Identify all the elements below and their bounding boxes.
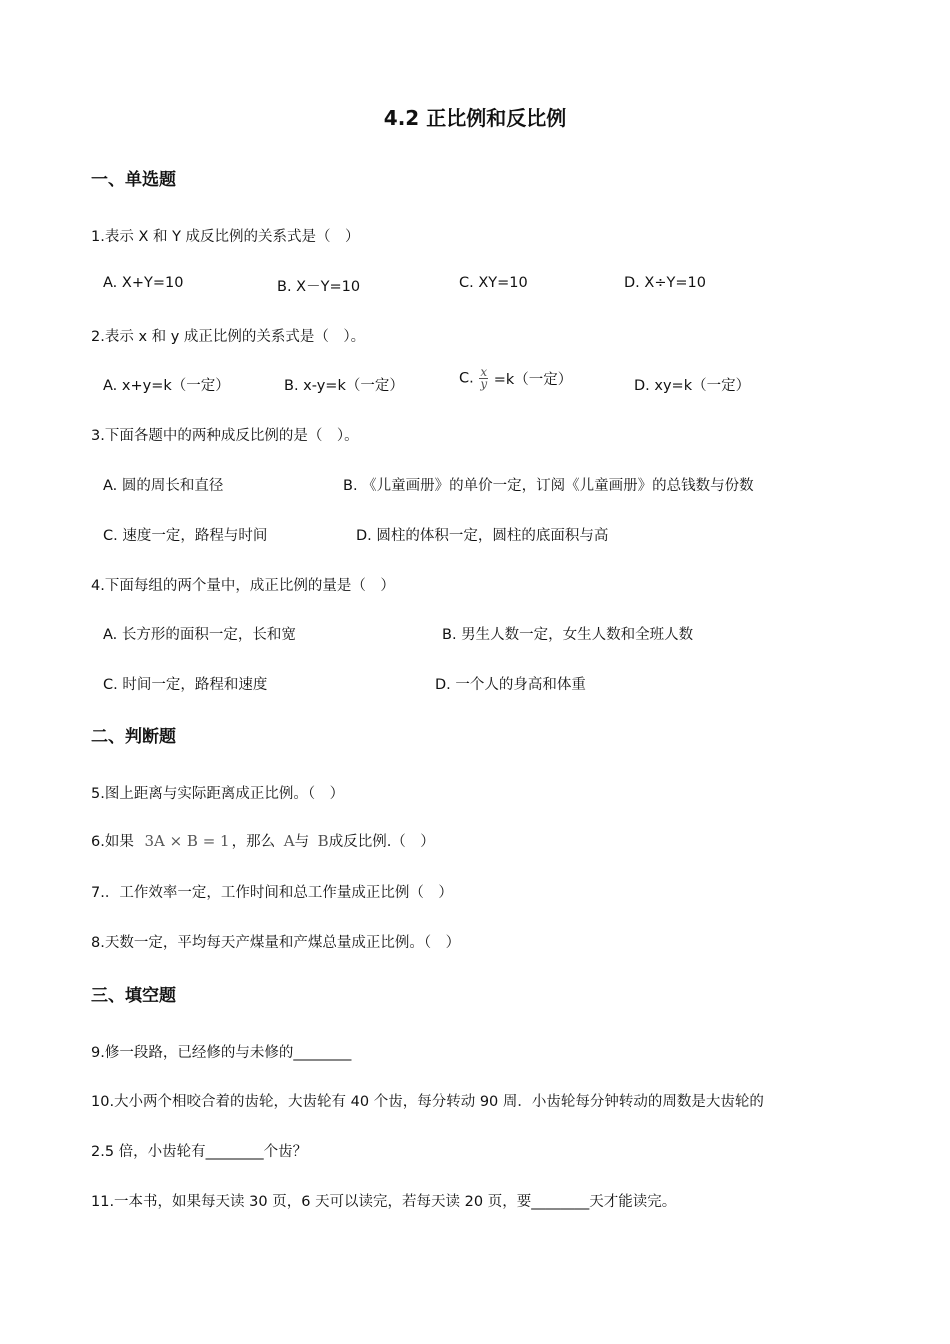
- question-3-option-c: C. 速度一定，路程与时间: [103, 528, 268, 544]
- question-6-yu: 与: [294, 834, 310, 850]
- question-1-option-c: C. XY=10: [459, 275, 528, 291]
- question-3-stem: 3.下面各题中的两种成反比例的是（ ）。: [91, 428, 359, 444]
- math-expression-3a-times-b: 3A × B = 1: [144, 832, 230, 850]
- math-variable-b: B: [317, 832, 329, 850]
- question-4-option-a: A. 长方形的面积一定，长和宽: [103, 627, 296, 643]
- question-5-stem: 5.图上距离与实际距离成正比例。（ ）: [91, 786, 345, 802]
- question-1-option-d: D. X÷Y=10: [624, 275, 706, 291]
- question-2-stem: 2.表示 x 和 y 成正比例的关系式是（ ）。: [91, 329, 366, 345]
- fraction-x-over-y: [479, 367, 488, 390]
- section-heading-fill-blank: 三、填空题: [91, 986, 176, 1006]
- question-6-mid: ，那么: [231, 834, 276, 850]
- question-2-option-a: A. x+y=k（一定）: [103, 378, 230, 394]
- question-4-option-b: B. 男生人数一定，女生人数和全班人数: [442, 627, 694, 643]
- question-10-line-2: 2.5 倍，小齿轮有________个齿？: [91, 1144, 308, 1160]
- question-4-option-d: D. 一个人的身高和体重: [435, 677, 586, 693]
- question-2-option-c-prefix: C.: [459, 370, 474, 387]
- question-2-option-b: B. x-y=k（一定）: [284, 378, 404, 394]
- question-2-option-c-suffix: =k（一定）: [493, 372, 573, 388]
- question-2-option-c: [459, 367, 572, 390]
- question-1-option-b: B. X－Y=10: [277, 279, 361, 295]
- question-6-stem: [91, 830, 435, 851]
- question-3-option-b: B. 《儿童画册》的单价一定，订阅《儿童画册》的总钱数与份数: [343, 478, 754, 494]
- section-heading-single-choice: 一、单选题: [91, 170, 176, 190]
- question-6-suffix: 成反比例.（ ）: [328, 834, 435, 850]
- question-1-stem: 1.表示 X 和 Y 成反比例的关系式是（ ）: [91, 229, 360, 245]
- question-10-line-1: 10.大小两个相咬合着的齿轮，大齿轮有 40 个齿，每分转动 90 周．小齿轮每分钟转动的周数是大齿轮的: [91, 1094, 764, 1110]
- question-1-option-a: A. X+Y=10: [103, 275, 184, 291]
- question-4-stem: 4.下面每组的两个量中，成正比例的量是（ ）: [91, 578, 395, 594]
- question-8-stem: 8.天数一定，平均每天产煤量和产煤总量成正比例。（ ）: [91, 935, 461, 951]
- question-2-option-d: D. xy=k（一定）: [634, 378, 751, 394]
- page-title: 4.2 正比例和反比例: [383, 106, 567, 130]
- question-7-stem: 7.．工作效率一定，工作时间和总工作量成正比例（ ）: [91, 885, 453, 901]
- question-11-stem: 11.一本书，如果每天读 30 页，6 天可以读完，若每天读 20 页，要________天才能读完。: [91, 1194, 677, 1210]
- math-variable-a: A: [283, 832, 295, 850]
- question-6-prefix: 6.如果: [91, 834, 134, 850]
- question-9-stem: 9.修一段路，已经修的与未修的________: [91, 1045, 352, 1061]
- question-4-option-c: C. 时间一定，路程和速度: [103, 677, 268, 693]
- fraction-denominator: y: [480, 377, 488, 391]
- fraction-numerator: x: [480, 365, 488, 379]
- question-3-option-d: D. 圆柱的体积一定，圆柱的底面积与高: [356, 528, 609, 544]
- question-3-option-a: A. 圆的周长和直径: [103, 478, 224, 494]
- section-heading-true-false: 二、判断题: [91, 727, 176, 747]
